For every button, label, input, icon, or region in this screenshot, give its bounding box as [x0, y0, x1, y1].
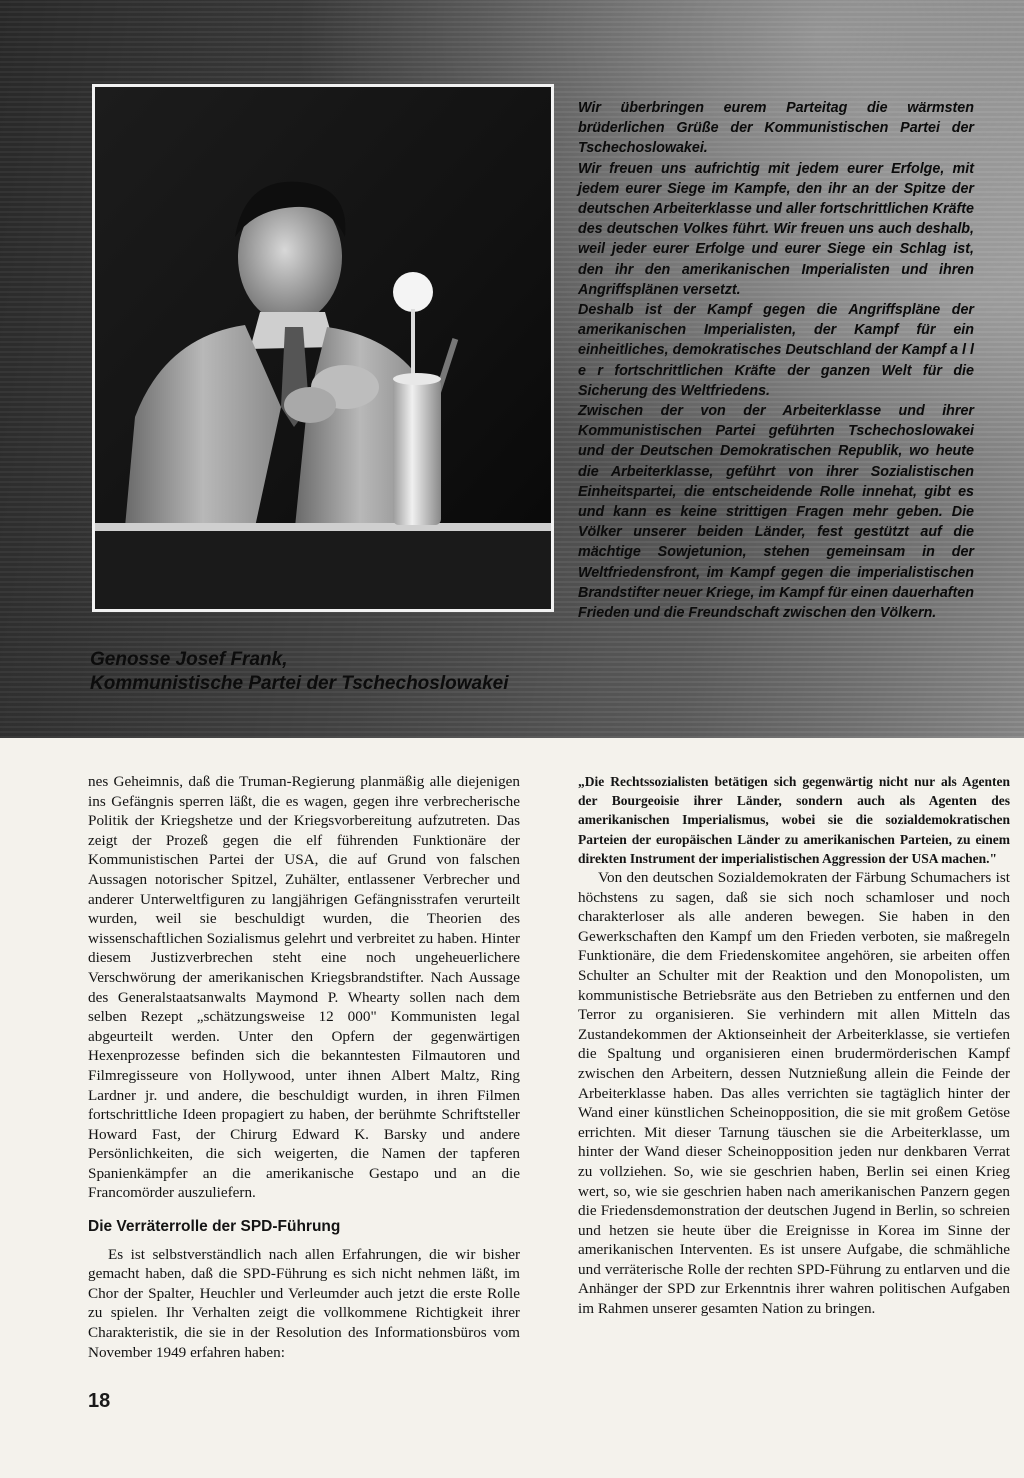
body-paragraph: nes Geheimnis, daß die Truman-Regierung planmäßig alle diejenigen ins Gefängnis sperren läßt, die es wagen, gegen ihre verbrecherische Politik der Kriegshetze und der Kriegsvorbereitung aufzutreten. Das zeigt der Prozeß gegen die elf führenden Funktionäre der Kommunistischen Partei der USA, die auf Grund von falschen Aussagen notorischer Spitzel, Zuhälter, entlassener Verbrecher und anderer Unterweltfiguren zu langjährigen Gefängnisstrafen verurteilt wurden, weil sie beschuldigt wurden, die Theorien des wissenschaftlichen Sozialismus gelehrt und verbreitet zu haben. Hinter diesem Justizverbrechen steht eine noch ungeheuerlichere Verschwörung der amerikanischen Kriegsbrandstifter. Nach Aussage des Generalstaatsanwalts Maymond P. Whearty sollen nach dem selben Rezept „schätzungsweise 12 000" Kommunisten legal abgeurteilt werden. Unter den Opfern der gegenwärtigen Hexenprozesse befinden sich die bekanntesten Filmautoren und Filmregisseure von Hollywood, unter ihnen Albert Maltz, Ring Lardner jr. und andere, die beschuldigt wurden, in ihren Filmen fortschrittliche Ideen propagiert zu haben, der berühmte Schriftsteller Howard Fast, der Chirurg Edward K. Barsky und andere Persönlichkeiten, die sich weigerten, die Namen der tapferen Spanienkämpfer an die amerikanische Gestapo und an die Francomörder auszuliefern. — [88, 773, 520, 1202]
quote-paragraph: Wir freuen uns aufrichtig mit jedem eurer Erfolge, mit jedem eurer Siege im Kampfe, den ihr an der Spitze der deutschen Arbeiterklasse und aller fortschrittlichen Kräfte des deutschen Volkes führt. Wir freuen uns auch deshalb, weil jeder eurer Erfolge und eurer Siege ein Schlag ist, den ihr den amerikanischen Imperialisten und ihren Angriffsplänen versetzt. — [578, 160, 974, 298]
greeting-quote — [578, 98, 974, 623]
header-banner — [0, 0, 1024, 738]
photo-caption — [90, 648, 560, 696]
section-heading: Die Verräterrolle der SPD-Führung — [88, 1218, 341, 1236]
resolution-citation: „Die Rechtssozialisten betätigen sich gegenwärtig nicht nur als Agenten der Bourgeoisie ihrer Länder, sondern auch als Agenten des amerikanischen Imperialismus, wobei sie die sozialdemokratischen Parteien der europäischen Länder zu amerikanischen Parteien, zu einem direkten Instrument der imperialistischen Aggression der USA machen." — [578, 774, 1010, 866]
quote-paragraph: Zwischen der von der Arbeiterklasse und ihrer Kommunistischen Partei geführten Tschechoslowakei und der Deutschen Demokratischen Republik, wo heute die Arbeiterklasse, geführt von ihrer Sozialistischen Einheitspartei, die entscheidende Rolle innehat, gibt es und kann es keine strittigen Fragen mehr geben. Die Völker unserer beiden Länder, fest gestützt auf die mächtige Sowjetunion, stehen gemeinsam in der Weltfriedensfront, im Kampf gegen die imperialistischen Brandstifter neuer Kriege, im Kampf für einen dauerhaften Frieden und die Freundschaft zwischen den Völkern. — [578, 403, 974, 622]
quote-paragraph: Wir überbringen eurem Parteitag die wärmsten brüderlichen Grüße der Kommunistischen Partei der Tschechoslowakei. — [578, 100, 974, 157]
speaker-photo — [92, 84, 554, 612]
caption-name: Genosse Josef Frank, — [90, 649, 288, 670]
caption-party: Kommunistische Partei der Tschechoslowakei — [90, 673, 509, 694]
speaker-photo-illustration — [95, 87, 551, 609]
page-number: 18 — [88, 1390, 111, 1412]
left-column — [88, 772, 520, 1362]
body-paragraph: Von den deutschen Sozialdemokraten der Färbung Schumachers ist höchstens zu sagen, daß sie sich noch schamloser und noch charakterloser als alle anderen bewegen. Sie haben in den Gewerkschaften den Kampf um den Frieden verboten, sie maßregeln Funktionäre, die dem Friedenskomitee angehören, sie arbeiten offen Schulter an Schulter mit der Reaktion und den Monopolisten, um kommunistische Betriebsräte aus den Betrieben zu entfernen und den Terror zu organisieren. Sie verhindern mit allen Mitteln das Zustandekommen der Aktionseinheit der Arbeiterklasse, sie vertiefen die Spaltung und organisieren einen brudermörderischen Kampf zwischen den Arbeitern, dessen Nutznießung allein die Feinde der Arbeiterklasse haben. Das alles verrichten sie tagtäglich hinter der Wand einer künstlichen Scheinopposition, die sie mit großem Getöse errichten. Mit dieser Tarnung täuschen sie die Arbeiterklasse, um hinter der Wand dieser Scheinopposition jeden nur denkbaren Verrat zu vollziehen. So, wie sie geschrien haben, Berlin sei einen Krieg wert, so, wie sie geschrien haben nach amerikanischen Panzern gegen die Friedensdemonstration der deutschen Jugend in Berlin, so schreien und hetzen sie heute über die Ereignisse in Korea im Sinne der amerikanischen Interventen. Es ist unsere Aufgabe, die schmähliche und verräterische Rolle der rechten SPD-Führung zu entlarven und die Anhänger der SPD zur Erkenntnis ihrer wahren politischen Aufgaben im Rahmen unserer gesamten Nation zu bringen. — [578, 869, 1010, 1318]
quote-paragraph: Deshalb ist der Kampf gegen die Angriffspläne der amerikanischen Imperialisten, der Kampf für ein einheitliches, demokratisches Deutschland der Kampf a l l e r fortschrittlichen Kräfte der ganzen Welt für die Sicherung des Weltfriedens. — [578, 302, 974, 399]
body-paragraph: Es ist selbstverständlich nach allen Erfahrungen, die wir bisher gemacht haben, daß die SPD-Führung es sich nicht nehmen läßt, im Chor der Spalter, Heuchler und Verleumder auch jetzt die erste Rolle zu spielen. Ihr Verhalten zeigt die vollkommene Richtigkeit ihrer Charakteristik, die sie in der Resolution des Informationsbüros vom November 1949 erfahren haben: — [88, 1245, 520, 1361]
right-column — [578, 772, 1010, 1319]
